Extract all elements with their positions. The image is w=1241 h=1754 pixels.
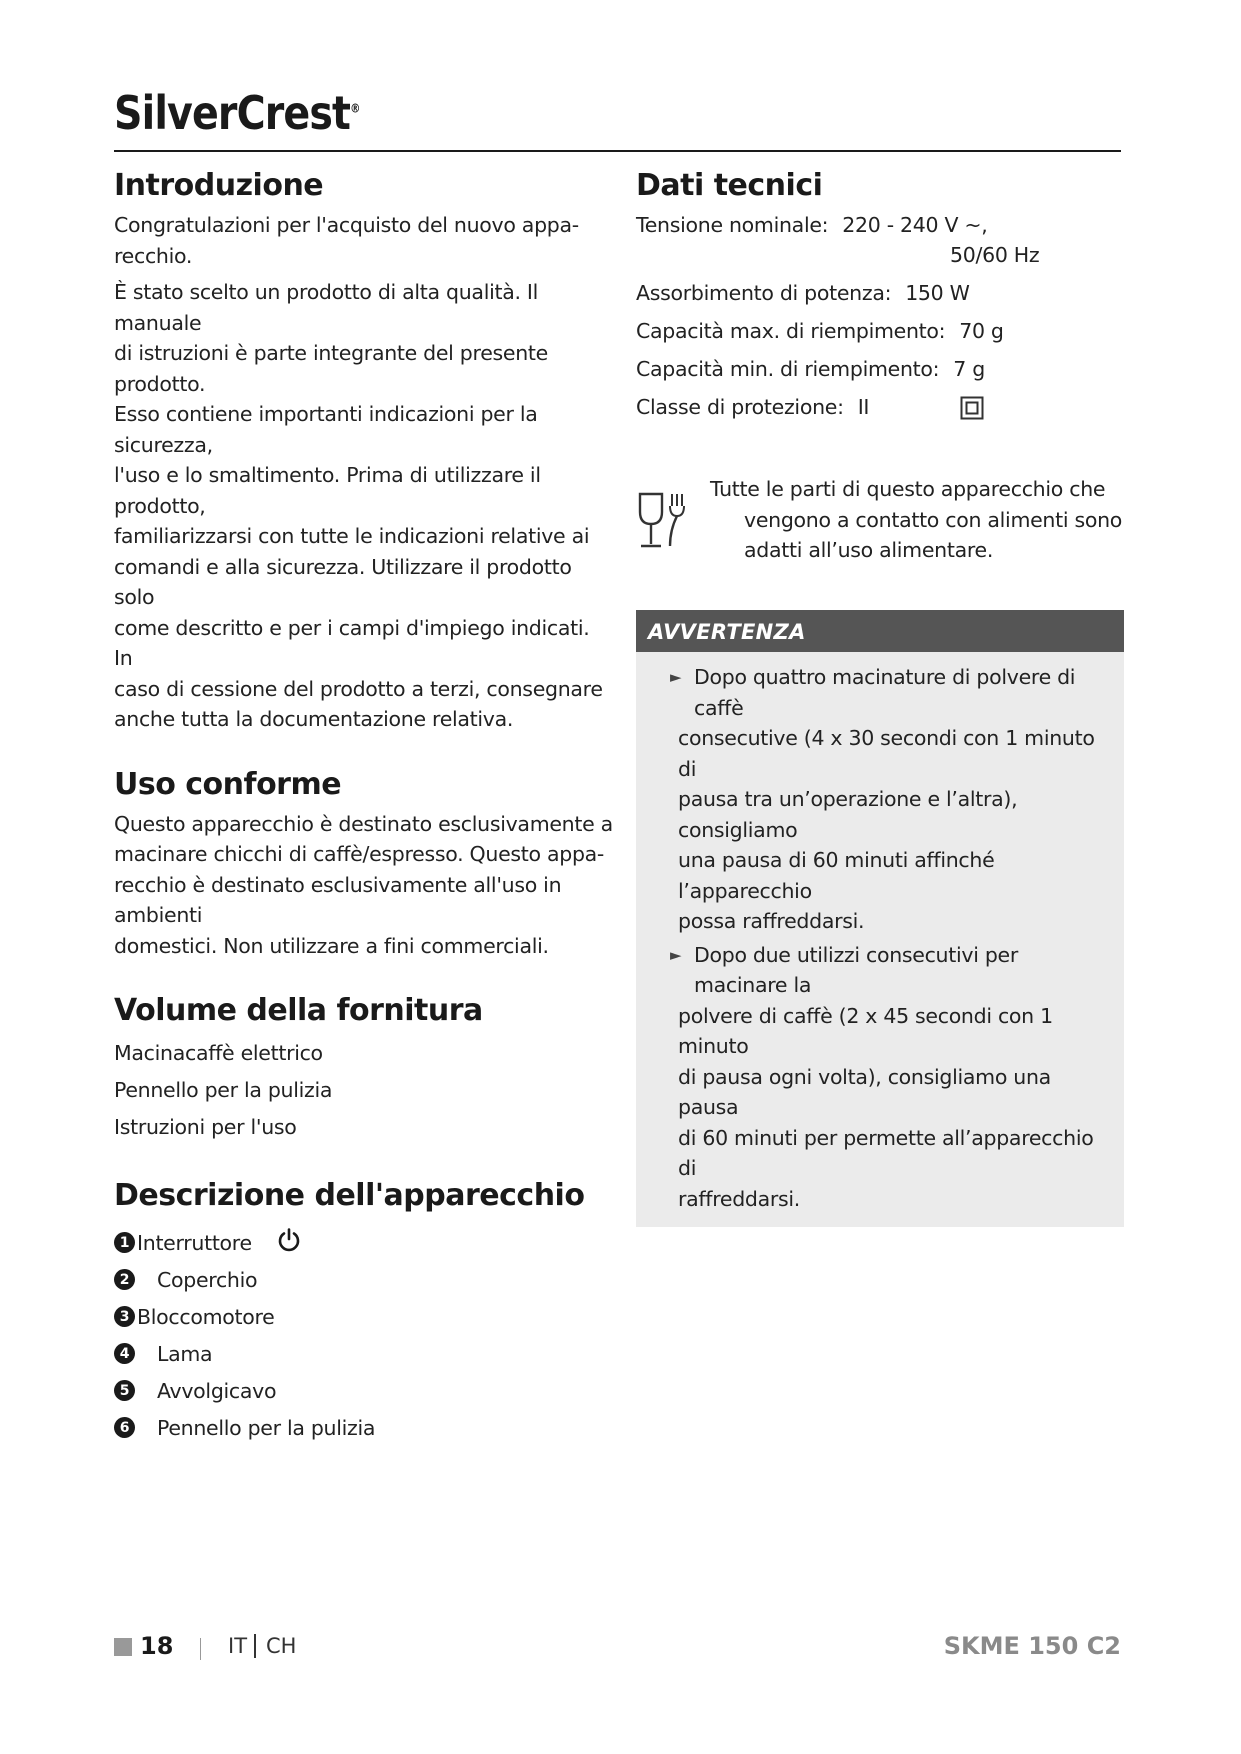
tech-value: 50/60 Hz	[950, 243, 1040, 267]
food-safe-note	[636, 474, 1124, 574]
warning-item	[670, 662, 1114, 937]
intro-p2-line: l'uso e lo smaltimento. Prima di utilizzare il prodotto,	[114, 463, 541, 518]
warning-line: di pausa ogni volta), consigliamo una pausa	[678, 1064, 1051, 1119]
descr-item	[114, 1335, 614, 1372]
brand-logo	[114, 86, 360, 140]
descr-item	[114, 1372, 614, 1409]
tech-section	[636, 162, 1124, 422]
descr-item-label: Lama	[157, 1341, 213, 1366]
volume-item: Macinacaffè elettrico	[114, 1041, 323, 1065]
volume-title: Volume della fornitura	[114, 993, 483, 1028]
tech-row-max	[636, 316, 1124, 346]
model-number: SKME 150 C2	[943, 1632, 1121, 1660]
intro-p1-line: Congratulazioni per l'acquisto del nuovo appa-	[114, 213, 579, 237]
intro-p2-line: anche tutta la documentazione relativa.	[114, 707, 514, 731]
tech-label: Capacità min. di riempimento:	[636, 357, 940, 381]
tech-value: 150 W	[905, 281, 970, 305]
tech-row-tension	[636, 210, 1124, 240]
intro-p2-line: Esso contiene importanti indicazioni per la sicurezza,	[114, 402, 538, 457]
intro-p2-line: come descritto e per i campi d'impiego indicati. In	[114, 615, 590, 670]
tech-label: Assorbimento di potenza:	[636, 281, 892, 305]
warning-line: Dopo quattro macinature di polvere di caffè	[694, 665, 1076, 720]
warning-box	[636, 610, 1124, 1227]
tech-label: Capacità max. di riempimento:	[636, 319, 946, 343]
tech-value: 7 g	[953, 357, 985, 381]
bullet-triangle-icon: ►	[670, 668, 682, 686]
uso-section	[114, 761, 614, 962]
intro-title: Introduzione	[114, 168, 324, 203]
tech-title: Dati tecnici	[636, 168, 823, 203]
descr-item-label: Bloccomotore	[137, 1304, 275, 1329]
warning-line: raffreddarsi.	[678, 1186, 801, 1211]
language-divider	[254, 1634, 256, 1658]
left-column	[114, 162, 614, 1446]
uso-line: recchio è destinato esclusivamente all'uso in ambienti	[114, 872, 562, 927]
warning-body	[636, 652, 1124, 1227]
descr-item-label: Coperchio	[157, 1267, 258, 1292]
food-line: adatti all’uso alimentare.	[744, 538, 994, 562]
footer-square-icon	[114, 1638, 132, 1656]
page-footer	[114, 1628, 1121, 1668]
warning-line: Dopo due utilizzi consecutivi per macinare la	[694, 942, 1018, 997]
descr-title: Descrizione dell'apparecchio	[114, 1178, 585, 1213]
registered-mark: ®	[350, 101, 360, 116]
intro-p2-line: caso di cessione del prodotto a terzi, consegnare	[114, 676, 603, 701]
descr-item-label: Interruttore	[137, 1230, 252, 1255]
tech-row-class	[636, 392, 1124, 422]
intro-section	[114, 162, 614, 735]
bullet-triangle-icon: ►	[670, 945, 682, 964]
descr-item	[114, 1261, 614, 1298]
number-badge: 3	[114, 1306, 135, 1327]
number-badge: 5	[114, 1380, 135, 1401]
number-badge: 2	[114, 1269, 135, 1290]
volume-item: Pennello per la pulizia	[114, 1078, 333, 1102]
food-line: Tutte le parti di questo apparecchio che	[710, 477, 1106, 501]
warning-line: consecutive (4 x 30 secondi con 1 minuto di	[678, 726, 1095, 781]
tech-value: II	[857, 395, 870, 419]
descr-item-label: Pennello per la pulizia	[157, 1415, 376, 1440]
intro-p2-line: È stato scelto un prodotto di alta qualità. Il manuale	[114, 280, 539, 335]
language-it: IT	[228, 1634, 248, 1658]
language-ch: CH	[266, 1634, 297, 1658]
uso-title: Uso conforme	[114, 766, 342, 802]
uso-line: macinare chicchi di caffè/espresso. Questo appa-	[114, 842, 605, 866]
tech-value: 70 g	[959, 319, 1004, 343]
number-badge: 4	[114, 1343, 135, 1364]
uso-line: Questo apparecchio è destinato esclusivamente a	[114, 811, 613, 836]
tech-row-power	[636, 278, 1124, 308]
intro-p2-line: di istruzioni è parte integrante del presente prodotto.	[114, 341, 548, 396]
number-badge: 6	[114, 1417, 135, 1438]
food-safe-text	[710, 474, 1124, 566]
header-rule	[114, 150, 1121, 152]
volume-section	[114, 987, 614, 1146]
tech-row-min	[636, 354, 1124, 384]
tech-value: 220 - 240 V ~,	[842, 213, 988, 237]
brand-name: SilverCrest	[114, 86, 351, 140]
number-badge: 1	[114, 1232, 135, 1253]
tech-label: Classe di protezione:	[636, 395, 844, 419]
descr-item	[114, 1224, 614, 1261]
descr-item	[114, 1409, 614, 1446]
intro-p2-line: familiarizzarsi con tutte le indicazioni relative ai	[114, 524, 590, 548]
tech-row-frequency	[636, 240, 1124, 270]
food-line: vengono a contatto con alimenti sono	[744, 507, 1123, 532]
uso-line: domestici. Non utilizzare a fini commerciali.	[114, 933, 549, 958]
warning-line: di 60 minuti per permette all’apparecchio di	[678, 1125, 1094, 1180]
warning-item	[670, 940, 1114, 1215]
warning-line: polvere di caffè (2 x 45 secondi con 1 minuto	[678, 1003, 1053, 1058]
warning-line: pausa tra un’operazione e l’altra), consigliamo	[678, 787, 1018, 842]
warning-title: AVVERTENZA	[636, 610, 1124, 652]
descr-section	[114, 1172, 614, 1446]
tech-label: Tensione nominale:	[636, 213, 829, 237]
warning-line: possa raffreddarsi.	[678, 909, 865, 933]
volume-item: Istruzioni per l'uso	[114, 1115, 297, 1139]
descr-item-label: Avvolgicavo	[157, 1378, 277, 1403]
footer-divider	[200, 1638, 201, 1660]
intro-p1-line: recchio.	[114, 243, 193, 268]
page-number: 18	[140, 1632, 174, 1660]
power-icon	[276, 1227, 302, 1258]
intro-p2-line: comandi e alla sicurezza. Utilizzare il prodotto solo	[114, 554, 572, 609]
glass-fork-icon	[636, 490, 690, 556]
right-column	[636, 162, 1124, 1227]
descr-item	[114, 1298, 614, 1335]
protection-class-icon	[960, 396, 984, 428]
warning-line: una pausa di 60 minuti affinché l’apparecchio	[678, 848, 995, 903]
